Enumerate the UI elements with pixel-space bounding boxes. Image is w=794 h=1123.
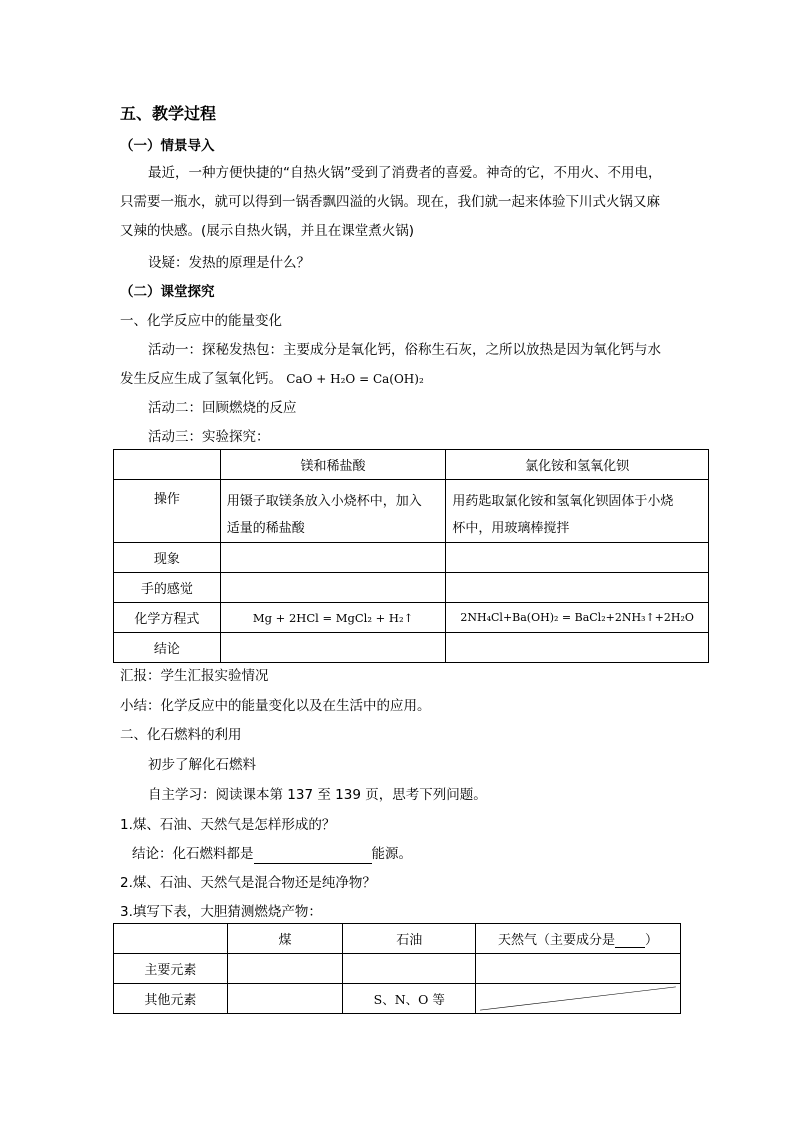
conclusion-prefix: 结论：化石燃料都是	[132, 846, 254, 862]
question-1: 1.煤、石油、天然气是怎样形成的？	[120, 817, 336, 833]
cell-conclusion-mg	[220, 633, 446, 663]
table-row-equation	[114, 603, 709, 633]
header-oil: 石油	[343, 924, 476, 954]
operation-mg-line-2: 适量的稀盐酸	[226, 521, 305, 536]
fuel-header-row	[114, 924, 681, 954]
operation-nh4cl-line-2: 杯中，用玻璃棒搅拌	[452, 521, 570, 536]
subsection-1-title: 一、化学反应中的能量变化	[120, 313, 282, 329]
fuel-corner-cell	[114, 924, 228, 954]
cell-feeling-nh4cl	[446, 573, 709, 603]
cell-feeling-mg	[220, 573, 446, 603]
subsection-2-intro: 初步了解化石燃料	[148, 757, 256, 773]
cell-operation-nh4cl	[446, 480, 709, 543]
fuel-table	[113, 923, 681, 1014]
natural-gas-label: 天然气（主要成分是	[498, 933, 616, 948]
table-row-feeling	[114, 573, 709, 603]
natural-gas-close: ）	[645, 933, 659, 948]
section-title: 五、教学过程	[120, 104, 217, 123]
conclusion-blank	[254, 849, 372, 864]
row-label-main-elements: 主要元素	[114, 954, 228, 984]
row-label-equation: 化学方程式	[114, 603, 221, 633]
header-mg-hcl: 镁和稀盐酸	[220, 450, 446, 480]
table-row-phenomenon	[114, 543, 709, 573]
diagonal-line	[476, 984, 680, 1013]
cell-other-coal	[227, 984, 343, 1014]
subsection-2-title: 二、化石燃料的利用	[120, 727, 242, 743]
summary-line: 小结：化学反应中的能量变化以及在生活中的应用。	[120, 698, 431, 714]
cell-phenomenon-nh4cl	[446, 543, 709, 573]
natural-gas-blank	[615, 933, 645, 948]
header-natural-gas	[476, 924, 681, 954]
row-label-operation: 操作	[114, 480, 221, 543]
row-label-conclusion: 结论	[114, 633, 221, 663]
row-label-other-elements: 其他元素	[114, 984, 228, 1014]
intro-line-1: 最近，一种方便快捷的“自热火锅”受到了消费者的喜爱。神奇的它，不用火、不用电，	[148, 165, 662, 181]
cell-phenomenon-mg	[220, 543, 446, 573]
activity1-text: 发生反应生成了氢氧化钙。	[120, 371, 282, 387]
activity1-equation: CaO + H₂O = Ca(OH)₂	[286, 372, 424, 386]
fuel-row-main	[114, 954, 681, 984]
conclusion-suffix: 能源。	[371, 846, 412, 862]
report-line: 汇报：学生汇报实验情况	[120, 668, 269, 684]
part1-heading: （一）情景导入	[120, 138, 215, 154]
header-nh4cl-baoh2: 氯化铵和氢氧化钡	[446, 450, 709, 480]
cell-main-oil	[343, 954, 476, 984]
part2-heading: （二）课堂探究	[120, 284, 215, 300]
cell-equation-nh4cl: 2NH₄Cl+Ba(OH)₂ = BaCl₂+2NH₃↑+2H₂O	[446, 603, 709, 633]
activity1-line-2	[120, 369, 424, 389]
question-2: 2.煤、石油、天然气是混合物还是纯净物？	[120, 875, 376, 891]
cell-main-gas	[476, 954, 681, 984]
cell-equation-mg: Mg + 2HCl = MgCl₂ + H₂↑	[220, 603, 446, 633]
question-line: 设疑：发热的原理是什么？	[148, 255, 310, 271]
activity2-line: 活动二：回顾燃烧的反应	[148, 400, 297, 416]
table-header-row	[114, 450, 709, 480]
table-row-conclusion	[114, 633, 709, 663]
cell-main-coal	[227, 954, 343, 984]
header-coal: 煤	[227, 924, 343, 954]
intro-line-3: 又辣的快感。(展示自热火锅，并且在课堂煮火锅)	[120, 223, 415, 239]
self-study-line: 自主学习：阅读课本第 137 至 139 页，思考下列问题。	[148, 787, 487, 803]
operation-nh4cl-line-1: 用药匙取氯化铵和氢氧化钡固体于小烧	[452, 494, 674, 509]
cell-other-oil: S、N、O 等	[343, 984, 476, 1014]
fuel-row-other	[114, 984, 681, 1014]
operation-mg-line-1: 用镊子取镁条放入小烧杯中，加入	[226, 494, 422, 509]
table-row-operation	[114, 480, 709, 543]
question-1-conclusion	[132, 844, 412, 864]
cell-other-gas-crossed	[476, 984, 681, 1014]
table-corner-cell	[114, 450, 221, 480]
activity3-line: 活动三：实验探究：	[148, 429, 270, 445]
row-label-phenomenon: 现象	[114, 543, 221, 573]
activity1-line-1: 活动一：探秘发热包：主要成分是氧化钙，俗称生石灰，之所以放热是因为氧化钙与水	[148, 342, 661, 358]
experiment-table	[113, 449, 709, 663]
cell-operation-mg	[220, 480, 446, 543]
row-label-feeling: 手的感觉	[114, 573, 221, 603]
cell-conclusion-nh4cl	[446, 633, 709, 663]
intro-line-2: 只需要一瓶水，就可以得到一锅香飘四溢的火锅。现在，我们就一起来体验下川式火锅又麻	[120, 194, 660, 210]
question-3: 3.填写下表，大胆猜测燃烧产物：	[120, 904, 322, 920]
